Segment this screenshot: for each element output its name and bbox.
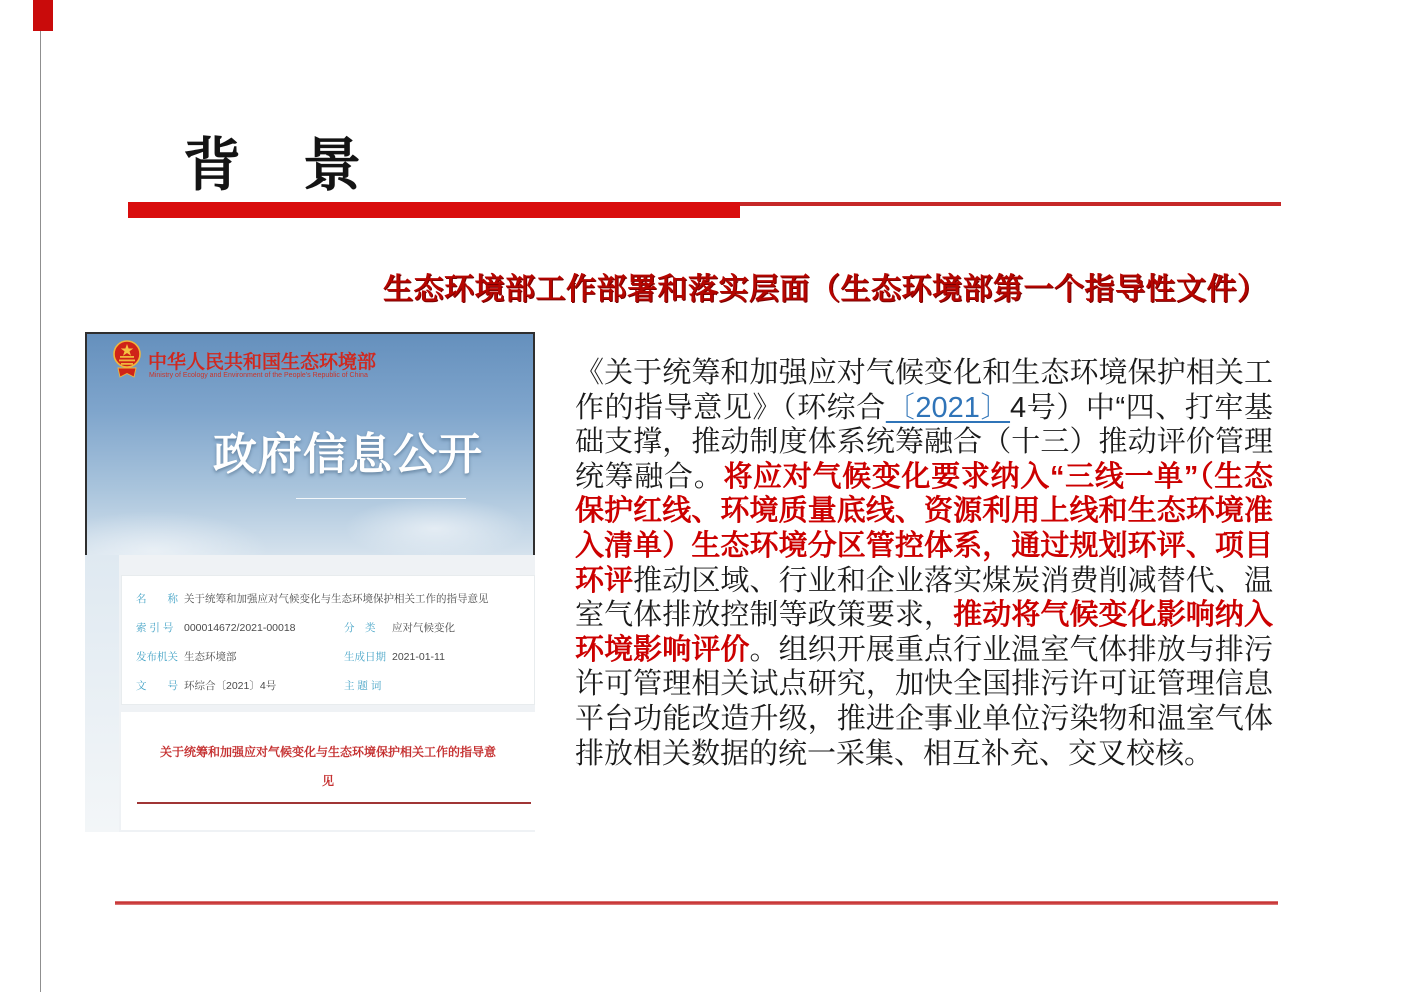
doc-number-link[interactable]: 〔2021〕 <box>885 391 1011 424</box>
page-side-strip <box>85 555 119 832</box>
ministry-name-cn: 中华人民共和国生态环境部 <box>148 352 377 373</box>
ministry-name-en: Ministry of Ecology and Environment of the People's Republic of China <box>149 372 368 379</box>
policy-paragraph <box>575 356 1273 771</box>
china-national-emblem-icon <box>113 339 141 390</box>
meta-label: 分 类 <box>344 622 376 634</box>
paragraph-segment-highlight: 推动将气候变化影响纳入环境影响评价 <box>575 599 1273 666</box>
page-title: 背 景 <box>183 133 364 198</box>
meta-row <box>122 671 534 700</box>
left-border-line <box>40 0 41 992</box>
meta-value: 2021-01-11 <box>392 650 445 663</box>
paragraph-segment-highlight: 将应对气候变化要求纳入“三线一单”（生态保护红线、环境质量底线、资源利用上线和生态环境准入清单）生态环境分区管控体系，通过规划环评、项目环评 <box>575 460 1273 597</box>
title-accent-bar <box>128 202 740 218</box>
meta-label: 文 号 <box>136 680 178 692</box>
gov-page-body <box>85 555 535 832</box>
meta-value: 应对气候变化 <box>392 622 455 634</box>
meta-label: 索 引 号 <box>136 622 174 634</box>
document-title: 关于统筹和加强应对气候变化与生态环境保护相关工作的指导意见 <box>159 745 496 788</box>
paragraph-segment: 4号）中“四、打牢基础支撑，推动制度体系统筹融合（十三）推动评价管理统筹融合。 <box>575 391 1273 493</box>
paragraph-segment: 《关于统筹和加强应对气候变化和生态环境保护相关工作的指导意见》（环综合 <box>575 357 1273 424</box>
document-title-card <box>121 712 535 830</box>
meta-value: 关于统筹和加强应对气候变化与生态环境保护相关工作的指导意见 <box>184 593 489 605</box>
meta-row <box>122 642 534 671</box>
title-accent-line <box>740 202 1281 206</box>
gov-header-banner <box>85 332 535 555</box>
banner-underline <box>296 498 466 499</box>
banner-title: 政府信息公开 <box>213 430 483 479</box>
document-title-divider <box>137 802 531 804</box>
meta-label: 名 称 <box>136 593 178 605</box>
meta-label: 生成日期 <box>344 651 386 663</box>
meta-value: 000014672/2021-00018 <box>184 621 296 634</box>
bottom-divider-line <box>115 901 1278 905</box>
gov-website-screenshot <box>85 332 535 832</box>
document-meta-card <box>121 575 535 705</box>
meta-value: 生态环境部 <box>184 651 237 663</box>
corner-red-mark <box>33 0 53 31</box>
meta-row <box>122 613 534 642</box>
meta-value: 环综合〔2021〕4号 <box>184 680 277 692</box>
paragraph-segment: 。组织开展重点行业温室气体排放与排污许可管理相关试点研究，加快全国排污许可证管理信息平台功能改造升级，推进企事业单位污染物和温室气体排放相关数据的统一采集、相互补充、交叉校核。 <box>575 633 1273 770</box>
meta-label: 发布机关 <box>136 651 178 663</box>
meta-row <box>122 584 534 613</box>
paragraph-segment: 推动区域、行业和企业落实煤炭消费削减替代、温室气体排放控制等政策要求， <box>575 564 1273 632</box>
meta-label: 主 题 词 <box>344 680 382 692</box>
slide-subtitle: 生态环境部工作部署和落实层面（生态环境部第一个指导性文件） <box>383 273 1268 306</box>
